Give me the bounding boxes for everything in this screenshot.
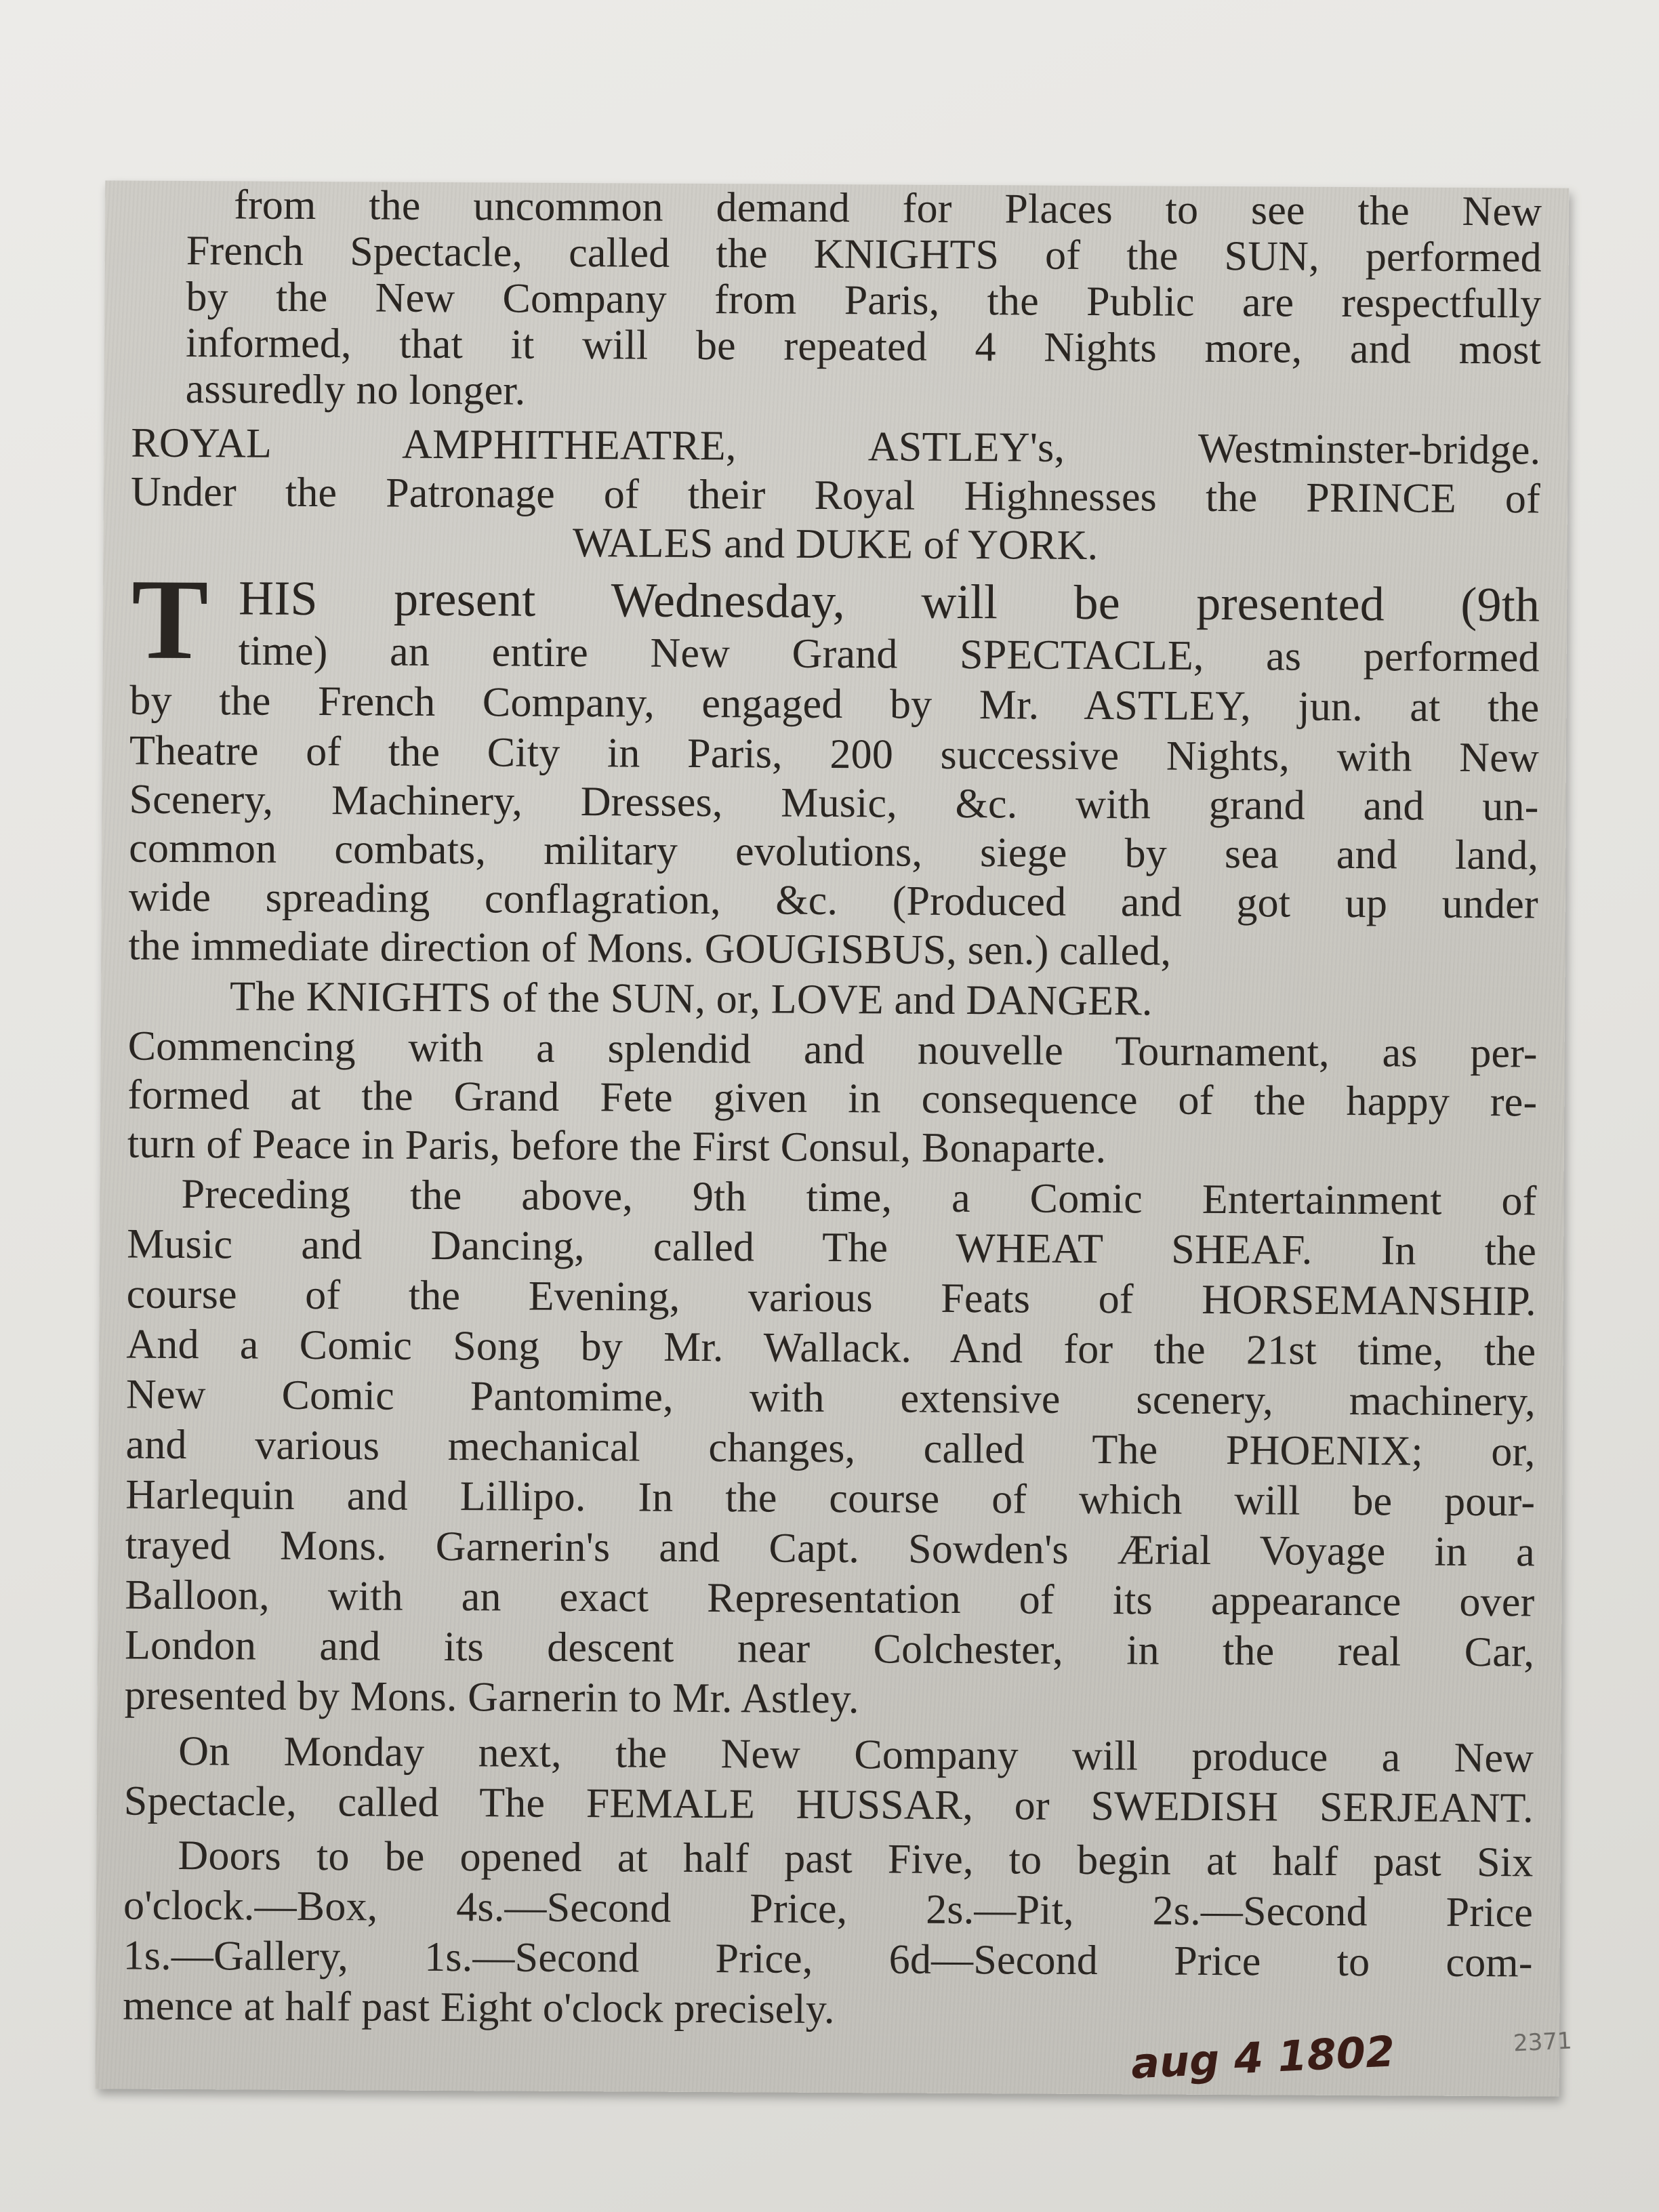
body-line-14: Music and Dancing, called The WHEAT SHEAF. In the bbox=[126, 1221, 1537, 1275]
body-line-17: New Comic Pantomime, with extensive scenery, machinery, bbox=[125, 1371, 1536, 1425]
body-line-23: presented by Mons. Garnerin to Mr. Astley. bbox=[124, 1672, 859, 1723]
body-line-6: common combats, military evolutions, siege by sea and land, bbox=[129, 825, 1539, 879]
body-line-7: wide spreading conflagration, &c. (Produced and got up under bbox=[128, 874, 1539, 928]
ad-line-4: informed, that it will be repeated 4 Nights more, and most bbox=[185, 319, 1542, 373]
body-line-3: by the French Company, engaged by Mr. ASTLEY, jun. at the bbox=[129, 677, 1540, 731]
ad-line-3: by the New Company from Paris, the Public are respectfully bbox=[186, 273, 1542, 327]
body-line-12: turn of Peace in Paris, before the First Consul, Bonaparte. bbox=[127, 1120, 1107, 1172]
body-line-4: Theatre of the City in Paris, 200 successive Nights, with New bbox=[129, 727, 1540, 781]
body-line-25: Spectacle, called The FEMALE HUSSAR, or SWEDISH SERJEANT. bbox=[123, 1778, 1534, 1832]
body-line-28: 1s.—Gallery, 1s.—Second Price, 6d—Second Price to com- bbox=[123, 1932, 1533, 1986]
handwritten-number: 2371 bbox=[1513, 2027, 1573, 2057]
ad-line-2: French Spectacle, called the KNIGHTS of the SUN, performed bbox=[186, 227, 1542, 281]
patronage-line: Under the Patronage of their Royal Highnesses the PRINCE of bbox=[130, 468, 1541, 523]
newspaper-clipping bbox=[96, 180, 1573, 2096]
body-line-11: formed at the Grand Fete given in consequence of the happy re- bbox=[127, 1071, 1538, 1126]
body-line-16: And a Comic Song by Mr. Wallack. And for the 21st time, the bbox=[126, 1321, 1536, 1375]
drop-cap: T bbox=[131, 555, 209, 684]
body-line-27: o'clock.—Box, 4s.—Second Price, 2s.—Pit, 2s.—Second Price bbox=[123, 1882, 1534, 1936]
body-line-29: mence at half past Eight o'clock precisely. bbox=[123, 1982, 835, 2033]
venue-heading: ROYAL AMPHITHEATRE, ASTLEY's, Westminster-bridge. bbox=[131, 419, 1541, 474]
ad-line-5: assuredly no longer. bbox=[185, 365, 526, 414]
body-line-24: On Monday next, the New Company will produce a New bbox=[178, 1727, 1534, 1782]
body-line-18: and various mechanical changes, called The PHOENIX; or, bbox=[125, 1421, 1536, 1475]
body-line-20: trayed Mons. Garnerin's and Capt. Sowden's Ærial Voyage in a bbox=[125, 1521, 1535, 1576]
body-line-19: Harlequin and Lillipo. In the course of which will be pour- bbox=[125, 1471, 1536, 1525]
body-line-2: time) an entire New Grand SPECTACLE, as performed bbox=[238, 628, 1540, 681]
patronage-line-2: WALES and DUKE of YORK. bbox=[572, 519, 1099, 569]
body-line-22: London and its descent near Colchester, in the real Car, bbox=[124, 1622, 1535, 1676]
body-line-5: Scenery, Machinery, Dresses, Music, &c. with grand and un- bbox=[129, 776, 1539, 830]
body-line-21: Balloon, with an exact Representation of its appearance over bbox=[125, 1572, 1535, 1626]
body-line-10: Commencing with a splendid and nouvelle Tournament, as per- bbox=[127, 1023, 1538, 1077]
ad-line-1: from the uncommon demand for Places to see the New bbox=[234, 182, 1542, 235]
play-title-line: The KNIGHTS of the SUN, or, LOVE and DANGER. bbox=[229, 973, 1153, 1025]
body-line-15: course of the Evening, various Feats of HORSEMANSHIP. bbox=[126, 1271, 1536, 1325]
body-line-26: Doors to be opened at half past Five, to begin at half past Six bbox=[178, 1832, 1534, 1886]
body-line-8: the immediate direction of Mons. GOUGISBUS, sen.) called, bbox=[128, 922, 1172, 975]
body-line-13: Preceding the above, 9th time, a Comic Entertainment of bbox=[181, 1170, 1537, 1225]
handwritten-date: aug 4 1802 bbox=[1130, 2026, 1396, 2089]
body-line-1: HIS present Wednesday, will be presented (9th bbox=[238, 571, 1540, 632]
